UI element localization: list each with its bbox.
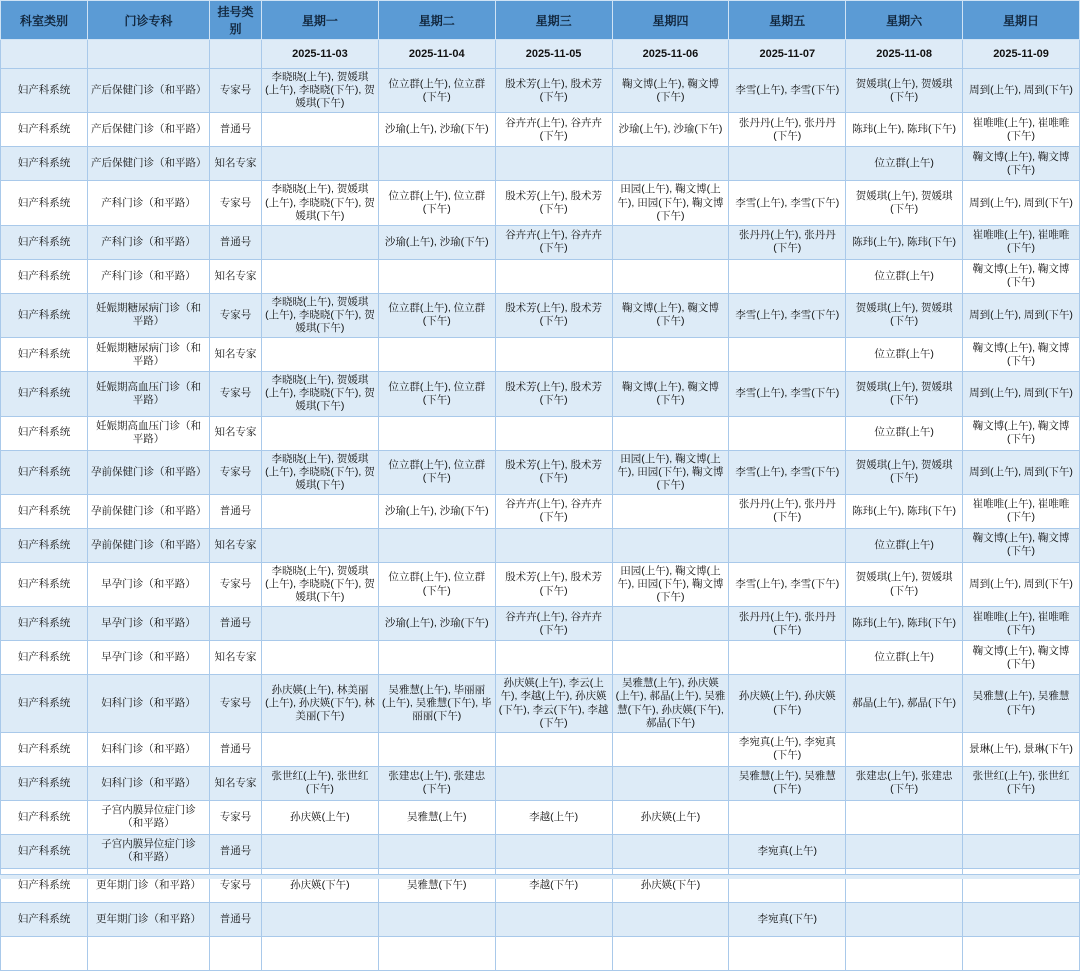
column-header-thursday: 星期四	[612, 1, 729, 40]
schedule-cell-monday	[262, 494, 379, 528]
table-row	[1, 528, 1080, 562]
schedule-cell-monday	[262, 732, 379, 766]
reg-type-cell: 普通号	[210, 902, 262, 936]
schedule-cell-tuesday: 吴雅慧(上午)	[378, 800, 495, 834]
schedule-cell-wednesday	[495, 902, 612, 936]
category-cell: 妇产科系统	[1, 338, 88, 372]
category-cell: 妇产科系统	[1, 675, 88, 733]
schedule-cell-saturday: 陈玮(上午), 陈玮(下午)	[846, 225, 963, 259]
schedule-cell-thursday	[612, 766, 729, 800]
schedule-cell-sunday: 鞠文博(上午), 鞠文博(下午)	[963, 641, 1080, 675]
schedule-cell-saturday	[846, 936, 963, 970]
schedule-cell-tuesday: 位立群(上午), 位立群(下午)	[378, 450, 495, 494]
schedule-cell-friday: 李雪(上午), 李雪(下午)	[729, 69, 846, 113]
schedule-cell-thursday: 田园(上午), 鞠文博(上午), 田园(下午), 鞠文博(下午)	[612, 181, 729, 225]
category-cell: 妇产科系统	[1, 834, 88, 868]
schedule-cell-sunday: 吴雅慧(上午), 吴雅慧(下午)	[963, 675, 1080, 733]
schedule-cell-monday	[262, 936, 379, 970]
column-header-specialty: 门诊专科	[88, 1, 210, 40]
category-cell: 妇产科系统	[1, 528, 88, 562]
column-header-monday: 星期一	[262, 1, 379, 40]
schedule-cell-wednesday	[495, 936, 612, 970]
reg-type-cell: 专家号	[210, 293, 262, 337]
reg-type-cell: 专家号	[210, 675, 262, 733]
schedule-cell-monday	[262, 113, 379, 147]
schedule-cell-monday	[262, 641, 379, 675]
schedule-cell-wednesday	[495, 834, 612, 868]
table-row	[1, 147, 1080, 181]
schedule-cell-monday	[262, 147, 379, 181]
schedule-cell-monday: 李晓晓(上午), 贺媛琪(上午), 李晓晓(下午), 贺媛琪(下午)	[262, 293, 379, 337]
specialty-cell: 子宫内膜异位症门诊（和平路）	[88, 834, 210, 868]
schedule-cell-wednesday: 殷术芳(上午), 殷术芳(下午)	[495, 450, 612, 494]
schedule-cell-friday	[729, 936, 846, 970]
schedule-cell-tuesday: 沙瑜(上午), 沙瑜(下午)	[378, 607, 495, 641]
date-cell: 2025-11-04	[378, 40, 495, 69]
schedule-cell-monday	[262, 338, 379, 372]
schedule-cell-monday	[262, 528, 379, 562]
schedule-cell-thursday	[612, 732, 729, 766]
column-header-saturday: 星期六	[846, 1, 963, 40]
schedule-cell-sunday	[963, 834, 1080, 868]
specialty-cell: 妇科门诊（和平路）	[88, 766, 210, 800]
schedule-cell-wednesday: 谷卉卉(上午), 谷卉卉(下午)	[495, 113, 612, 147]
reg-type-cell: 普通号	[210, 732, 262, 766]
schedule-cell-monday	[262, 902, 379, 936]
schedule-cell-saturday: 位立群(上午)	[846, 528, 963, 562]
table-row	[1, 675, 1080, 733]
schedule-cell-monday: 李晓晓(上午), 贺媛琪(上午), 李晓晓(下午), 贺媛琪(下午)	[262, 562, 379, 606]
specialty-cell: 产科门诊（和平路）	[88, 259, 210, 293]
schedule-cell-monday	[262, 416, 379, 450]
schedule-cell-wednesday	[495, 732, 612, 766]
schedule-cell-sunday: 崔唯唯(上午), 崔唯唯(下午)	[963, 607, 1080, 641]
category-cell: 妇产科系统	[1, 147, 88, 181]
header-row	[1, 1, 1080, 40]
specialty-cell: 产后保健门诊（和平路）	[88, 113, 210, 147]
specialty-cell: 早孕门诊（和平路）	[88, 607, 210, 641]
category-cell: 妇产科系统	[1, 494, 88, 528]
schedule-cell-wednesday	[495, 416, 612, 450]
schedule-cell-monday: 李晓晓(上午), 贺媛琪(上午), 李晓晓(下午), 贺媛琪(下午)	[262, 372, 379, 416]
specialty-cell: 产后保健门诊（和平路）	[88, 147, 210, 181]
reg-type-cell: 专家号	[210, 562, 262, 606]
category-cell: 妇产科系统	[1, 562, 88, 606]
date-row-spacer	[210, 40, 262, 69]
schedule-cell-saturday: 贺媛琪(上午), 贺媛琪(下午)	[846, 562, 963, 606]
schedule-cell-friday: 李宛真(上午), 李宛真(下午)	[729, 732, 846, 766]
schedule-cell-wednesday: 殷术芳(上午), 殷术芳(下午)	[495, 69, 612, 113]
schedule-cell-monday: 孙庆媖(上午), 林美丽(上午), 孙庆媖(下午), 林美丽(下午)	[262, 675, 379, 733]
table-body	[1, 69, 1080, 971]
schedule-cell-sunday: 周到(上午), 周到(下午)	[963, 293, 1080, 337]
schedule-cell-sunday: 周到(上午), 周到(下午)	[963, 372, 1080, 416]
schedule-cell-saturday: 张建忠(上午), 张建忠(下午)	[846, 766, 963, 800]
reg-type-cell: 专家号	[210, 69, 262, 113]
schedule-cell-friday: 张丹丹(上午), 张丹丹(下午)	[729, 113, 846, 147]
reg-type-cell: 知名专家	[210, 338, 262, 372]
column-header-category: 科室类别	[1, 1, 88, 40]
date-cell: 2025-11-08	[846, 40, 963, 69]
schedule-cell-friday: 李宛真(上午)	[729, 834, 846, 868]
schedule-cell-saturday: 位立群(上午)	[846, 641, 963, 675]
reg-type-cell: 专家号	[210, 372, 262, 416]
date-row-spacer	[1, 40, 88, 69]
schedule-cell-saturday	[846, 902, 963, 936]
table-header	[1, 1, 1080, 69]
table-row	[1, 800, 1080, 834]
table-row	[1, 607, 1080, 641]
schedule-cell-friday	[729, 147, 846, 181]
schedule-cell-tuesday: 沙瑜(上午), 沙瑜(下午)	[378, 494, 495, 528]
date-cell: 2025-11-05	[495, 40, 612, 69]
next-row-sliver	[0, 874, 1080, 879]
specialty-cell: 产后保健门诊（和平路）	[88, 69, 210, 113]
schedule-cell-wednesday	[495, 528, 612, 562]
specialty-cell: 早孕门诊（和平路）	[88, 562, 210, 606]
schedule-cell-monday	[262, 225, 379, 259]
category-cell: 妇产科系统	[1, 113, 88, 147]
specialty-cell: 妇科门诊（和平路）	[88, 675, 210, 733]
schedule-cell-thursday	[612, 338, 729, 372]
date-cell: 2025-11-07	[729, 40, 846, 69]
schedule-cell-wednesday: 谷卉卉(上午), 谷卉卉(下午)	[495, 225, 612, 259]
reg-type-cell: 专家号	[210, 450, 262, 494]
reg-type-cell: 普通号	[210, 834, 262, 868]
schedule-cell-sunday: 鞠文博(上午), 鞠文博(下午)	[963, 528, 1080, 562]
reg-type-cell: 知名专家	[210, 147, 262, 181]
schedule-cell-monday	[262, 607, 379, 641]
schedule-cell-sunday	[963, 902, 1080, 936]
schedule-cell-thursday	[612, 416, 729, 450]
table-row	[1, 562, 1080, 606]
schedule-cell-thursday: 田园(上午), 鞠文博(上午), 田园(下午), 鞠文博(下午)	[612, 450, 729, 494]
schedule-cell-tuesday: 沙瑜(上午), 沙瑜(下午)	[378, 225, 495, 259]
schedule-cell-thursday	[612, 641, 729, 675]
specialty-cell: 妊娠期高血压门诊（和平路）	[88, 372, 210, 416]
schedule-cell-friday: 李雪(上午), 李雪(下午)	[729, 450, 846, 494]
schedule-cell-wednesday: 孙庆媖(上午), 李云(上午), 李越(上午), 孙庆媖(下午), 李云(下午), 李越(下午)	[495, 675, 612, 733]
schedule-cell-tuesday: 位立群(上午), 位立群(下午)	[378, 69, 495, 113]
column-header-sunday: 星期日	[963, 1, 1080, 40]
schedule-cell-monday	[262, 259, 379, 293]
schedule-cell-wednesday: 殷术芳(上午), 殷术芳(下午)	[495, 181, 612, 225]
schedule-cell-tuesday	[378, 416, 495, 450]
schedule-cell-wednesday: 谷卉卉(上午), 谷卉卉(下午)	[495, 607, 612, 641]
category-cell: 妇产科系统	[1, 732, 88, 766]
reg-type-cell: 专家号	[210, 868, 262, 902]
schedule-cell-saturday: 位立群(上午)	[846, 338, 963, 372]
schedule-cell-tuesday	[378, 936, 495, 970]
category-cell: 妇产科系统	[1, 902, 88, 936]
schedule-cell-saturday: 位立群(上午)	[846, 147, 963, 181]
schedule-cell-wednesday	[495, 766, 612, 800]
schedule-cell-friday	[729, 528, 846, 562]
specialty-cell: 妊娠期高血压门诊（和平路）	[88, 416, 210, 450]
specialty-cell: 早孕门诊（和平路）	[88, 641, 210, 675]
category-cell: 妇产科系统	[1, 450, 88, 494]
reg-type-cell: 普通号	[210, 607, 262, 641]
category-cell: 妇产科系统	[1, 69, 88, 113]
table-row	[1, 732, 1080, 766]
schedule-cell-thursday: 孙庆媖(下午)	[612, 868, 729, 902]
table-row	[1, 338, 1080, 372]
specialty-cell: 子宫内膜异位症门诊（和平路）	[88, 800, 210, 834]
schedule-cell-thursday: 鞠文博(上午), 鞠文博(下午)	[612, 69, 729, 113]
reg-type-cell: 知名专家	[210, 259, 262, 293]
date-row-spacer	[88, 40, 210, 69]
schedule-cell-friday: 孙庆媖(上午), 孙庆媖(下午)	[729, 675, 846, 733]
schedule-cell-wednesday	[495, 147, 612, 181]
schedule-cell-thursday: 孙庆媖(上午)	[612, 800, 729, 834]
reg-type-cell: 普通号	[210, 494, 262, 528]
category-cell: 妇产科系统	[1, 181, 88, 225]
table-row	[1, 641, 1080, 675]
schedule-cell-wednesday	[495, 259, 612, 293]
schedule-cell-thursday	[612, 259, 729, 293]
column-header-wednesday: 星期三	[495, 1, 612, 40]
table-row	[1, 416, 1080, 450]
schedule-cell-monday: 李晓晓(上午), 贺媛琪(上午), 李晓晓(下午), 贺媛琪(下午)	[262, 181, 379, 225]
schedule-cell-tuesday	[378, 641, 495, 675]
schedule-cell-tuesday	[378, 902, 495, 936]
schedule-cell-saturday: 位立群(上午)	[846, 259, 963, 293]
schedule-cell-thursday: 沙瑜(上午), 沙瑜(下午)	[612, 113, 729, 147]
schedule-cell-saturday: 贺媛琪(上午), 贺媛琪(下午)	[846, 293, 963, 337]
schedule-cell-sunday: 周到(上午), 周到(下午)	[963, 450, 1080, 494]
reg-type-cell	[210, 936, 262, 970]
reg-type-cell: 知名专家	[210, 641, 262, 675]
schedule-cell-tuesday: 张建忠(上午), 张建忠(下午)	[378, 766, 495, 800]
table-row	[1, 225, 1080, 259]
specialty-cell: 妇科门诊（和平路）	[88, 732, 210, 766]
reg-type-cell: 知名专家	[210, 416, 262, 450]
category-cell: 妇产科系统	[1, 225, 88, 259]
schedule-cell-thursday	[612, 834, 729, 868]
schedule-cell-saturday: 陈玮(上午), 陈玮(下午)	[846, 113, 963, 147]
table-row	[1, 766, 1080, 800]
schedule-cell-friday: 李雪(上午), 李雪(下午)	[729, 562, 846, 606]
schedule-cell-tuesday: 位立群(上午), 位立群(下午)	[378, 562, 495, 606]
category-cell: 妇产科系统	[1, 293, 88, 337]
schedule-cell-thursday: 吴雅慧(上午), 孙庆媖(上午), 郝晶(上午), 吴雅慧(下午), 孙庆媖(下午), 郝晶(下午)	[612, 675, 729, 733]
schedule-cell-thursday	[612, 528, 729, 562]
schedule-cell-sunday: 景琳(上午), 景琳(下午)	[963, 732, 1080, 766]
column-header-tuesday: 星期二	[378, 1, 495, 40]
schedule-cell-monday: 孙庆媖(下午)	[262, 868, 379, 902]
schedule-cell-sunday	[963, 936, 1080, 970]
category-cell: 妇产科系统	[1, 607, 88, 641]
schedule-cell-wednesday	[495, 338, 612, 372]
schedule-cell-tuesday	[378, 528, 495, 562]
schedule-cell-tuesday	[378, 338, 495, 372]
specialty-cell: 产科门诊（和平路）	[88, 181, 210, 225]
reg-type-cell: 知名专家	[210, 766, 262, 800]
schedule-cell-thursday	[612, 902, 729, 936]
schedule-cell-friday: 李宛真(下午)	[729, 902, 846, 936]
schedule-cell-sunday: 周到(上午), 周到(下午)	[963, 69, 1080, 113]
date-cell: 2025-11-03	[262, 40, 379, 69]
schedule-cell-saturday: 位立群(上午)	[846, 416, 963, 450]
date-row	[1, 40, 1080, 69]
schedule-cell-saturday	[846, 800, 963, 834]
reg-type-cell: 专家号	[210, 181, 262, 225]
schedule-cell-tuesday: 吴雅慧(下午)	[378, 868, 495, 902]
reg-type-cell: 普通号	[210, 225, 262, 259]
schedule-cell-friday: 张丹丹(上午), 张丹丹(下午)	[729, 607, 846, 641]
specialty-cell: 孕前保健门诊（和平路）	[88, 494, 210, 528]
schedule-cell-monday: 李晓晓(上午), 贺媛琪(上午), 李晓晓(下午), 贺媛琪(下午)	[262, 69, 379, 113]
schedule-cell-saturday: 贺媛琪(上午), 贺媛琪(下午)	[846, 450, 963, 494]
schedule-cell-sunday: 鞠文博(上午), 鞠文博(下午)	[963, 338, 1080, 372]
schedule-cell-wednesday	[495, 641, 612, 675]
schedule-cell-wednesday: 李越(上午)	[495, 800, 612, 834]
schedule-cell-sunday: 张世红(上午), 张世红(下午)	[963, 766, 1080, 800]
specialty-cell	[88, 936, 210, 970]
schedule-cell-friday	[729, 800, 846, 834]
date-cell: 2025-11-09	[963, 40, 1080, 69]
schedule-cell-tuesday: 位立群(上午), 位立群(下午)	[378, 181, 495, 225]
schedule-cell-sunday: 崔唯唯(上午), 崔唯唯(下午)	[963, 225, 1080, 259]
table-row	[1, 834, 1080, 868]
specialty-cell: 孕前保健门诊（和平路）	[88, 528, 210, 562]
table-row	[1, 293, 1080, 337]
table-row	[1, 372, 1080, 416]
schedule-cell-thursday	[612, 147, 729, 181]
specialty-cell: 更年期门诊（和平路）	[88, 902, 210, 936]
specialty-cell: 妊娠期糖尿病门诊（和平路）	[88, 293, 210, 337]
category-cell: 妇产科系统	[1, 800, 88, 834]
schedule-cell-tuesday: 吴雅慧(上午), 毕丽丽(上午), 吴雅慧(下午), 毕丽丽(下午)	[378, 675, 495, 733]
schedule-cell-monday	[262, 834, 379, 868]
schedule-cell-monday: 李晓晓(上午), 贺媛琪(上午), 李晓晓(下午), 贺媛琪(下午)	[262, 450, 379, 494]
schedule-cell-sunday: 鞠文博(上午), 鞠文博(下午)	[963, 259, 1080, 293]
category-cell	[1, 936, 88, 970]
schedule-cell-tuesday	[378, 732, 495, 766]
table-row	[1, 494, 1080, 528]
specialty-cell: 妊娠期糖尿病门诊（和平路）	[88, 338, 210, 372]
schedule-cell-tuesday: 沙瑜(上午), 沙瑜(下午)	[378, 113, 495, 147]
schedule-cell-thursday	[612, 936, 729, 970]
schedule-cell-wednesday: 殷术芳(上午), 殷术芳(下午)	[495, 562, 612, 606]
schedule-cell-friday	[729, 416, 846, 450]
table-row	[1, 902, 1080, 936]
date-cell: 2025-11-06	[612, 40, 729, 69]
schedule-cell-friday	[729, 338, 846, 372]
schedule-cell-sunday: 崔唯唯(上午), 崔唯唯(下午)	[963, 494, 1080, 528]
table-row	[1, 259, 1080, 293]
reg-type-cell: 知名专家	[210, 528, 262, 562]
schedule-cell-friday: 李雪(上午), 李雪(下午)	[729, 372, 846, 416]
schedule-cell-friday	[729, 641, 846, 675]
table-row	[1, 181, 1080, 225]
specialty-cell: 更年期门诊（和平路）	[88, 868, 210, 902]
category-cell: 妇产科系统	[1, 372, 88, 416]
schedule-cell-wednesday: 谷卉卉(上午), 谷卉卉(下午)	[495, 494, 612, 528]
schedule-cell-friday: 李雪(上午), 李雪(下午)	[729, 181, 846, 225]
schedule-cell-friday: 吴雅慧(上午), 吴雅慧(下午)	[729, 766, 846, 800]
schedule-cell-thursday	[612, 494, 729, 528]
schedule-cell-wednesday: 殷术芳(上午), 殷术芳(下午)	[495, 372, 612, 416]
schedule-cell-thursday: 田园(上午), 鞠文博(上午), 田园(下午), 鞠文博(下午)	[612, 562, 729, 606]
table-row	[1, 450, 1080, 494]
schedule-cell-saturday: 贺媛琪(上午), 贺媛琪(下午)	[846, 69, 963, 113]
reg-type-cell: 普通号	[210, 113, 262, 147]
schedule-cell-wednesday: 李越(下午)	[495, 868, 612, 902]
schedule-cell-saturday	[846, 732, 963, 766]
schedule-cell-saturday: 陈玮(上午), 陈玮(下午)	[846, 494, 963, 528]
schedule-cell-tuesday	[378, 147, 495, 181]
schedule-cell-sunday: 鞠文博(上午), 鞠文博(下午)	[963, 416, 1080, 450]
specialty-cell: 孕前保健门诊（和平路）	[88, 450, 210, 494]
schedule-cell-friday: 张丹丹(上午), 张丹丹(下午)	[729, 494, 846, 528]
category-cell: 妇产科系统	[1, 868, 88, 902]
schedule-cell-friday	[729, 259, 846, 293]
category-cell: 妇产科系统	[1, 259, 88, 293]
schedule-cell-saturday	[846, 834, 963, 868]
table-row	[1, 113, 1080, 147]
schedule-cell-thursday: 鞠文博(上午), 鞠文博(下午)	[612, 293, 729, 337]
table-row	[1, 69, 1080, 113]
category-cell: 妇产科系统	[1, 416, 88, 450]
schedule-cell-monday: 孙庆媖(上午)	[262, 800, 379, 834]
reg-type-cell: 专家号	[210, 800, 262, 834]
schedule-cell-sunday: 崔唯唯(上午), 崔唯唯(下午)	[963, 113, 1080, 147]
schedule-cell-monday: 张世红(上午), 张世红(下午)	[262, 766, 379, 800]
specialty-cell: 产科门诊（和平路）	[88, 225, 210, 259]
schedule-cell-thursday: 鞠文博(上午), 鞠文博(下午)	[612, 372, 729, 416]
schedule-cell-saturday: 陈玮(上午), 陈玮(下午)	[846, 607, 963, 641]
schedule-cell-sunday	[963, 800, 1080, 834]
schedule-cell-sunday: 鞠文博(上午), 鞠文博(下午)	[963, 147, 1080, 181]
schedule-cell-thursday	[612, 607, 729, 641]
schedule-cell-wednesday: 殷术芳(上午), 殷术芳(下午)	[495, 293, 612, 337]
schedule-cell-tuesday	[378, 259, 495, 293]
column-header-regtype: 挂号类别	[210, 1, 262, 40]
schedule-cell-sunday: 周到(上午), 周到(下午)	[963, 562, 1080, 606]
table-row	[1, 936, 1080, 970]
schedule-cell-thursday	[612, 225, 729, 259]
category-cell: 妇产科系统	[1, 641, 88, 675]
schedule-cell-friday: 李雪(上午), 李雪(下午)	[729, 293, 846, 337]
schedule-cell-tuesday: 位立群(上午), 位立群(下午)	[378, 372, 495, 416]
schedule-cell-saturday: 郝晶(上午), 郝晶(下午)	[846, 675, 963, 733]
schedule-cell-sunday: 周到(上午), 周到(下午)	[963, 181, 1080, 225]
schedule-cell-tuesday: 位立群(上午), 位立群(下午)	[378, 293, 495, 337]
schedule-cell-tuesday	[378, 834, 495, 868]
schedule-cell-saturday: 贺媛琪(上午), 贺媛琪(下午)	[846, 372, 963, 416]
schedule-cell-friday: 张丹丹(上午), 张丹丹(下午)	[729, 225, 846, 259]
category-cell: 妇产科系统	[1, 766, 88, 800]
schedule-cell-saturday: 贺媛琪(上午), 贺媛琪(下午)	[846, 181, 963, 225]
column-header-friday: 星期五	[729, 1, 846, 40]
